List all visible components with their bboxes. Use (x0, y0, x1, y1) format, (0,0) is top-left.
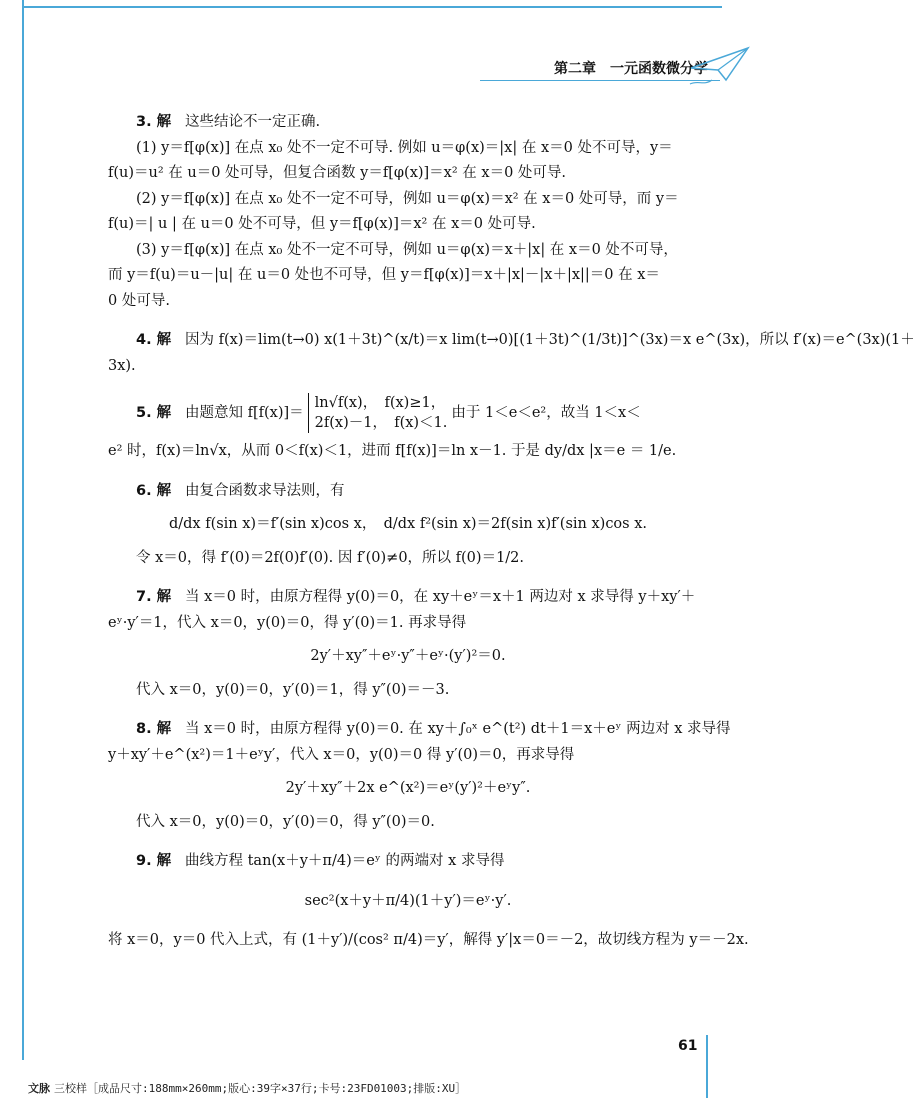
solution-3-line: 0 处可导. (108, 292, 170, 309)
solution-6-line (108, 479, 708, 505)
page-frame-right (706, 1035, 708, 1098)
header-underline (480, 80, 720, 81)
solution-8-line: y＋xy′＋e^(x²)＝1＋eʸy′，代入 x＝0，y(0)＝0 得 y′(0)＝0，再求导得 (108, 746, 575, 763)
solution-8-line (108, 717, 731, 743)
solution-5-line: e² 时，f(x)＝ln√x，从而 0＜f(x)＜1，进而 f[f(x)]＝ln x－1. 于是 dy/dx |x＝e ＝ 1/e. (108, 443, 677, 459)
solution-7-line: eʸ·y′＝1，代入 x＝0，y(0)＝0，得 y′(0)＝1. 再求导得 (108, 614, 467, 631)
solution-7-line (108, 585, 708, 611)
solution-5-pre: 由题意知 f[f(x)]＝ (184, 405, 304, 421)
solution-4-line (108, 328, 915, 354)
solution-5 (108, 393, 708, 465)
solution-3-intro: 这些结论不一定正确. (184, 114, 321, 130)
solution-9-heading: 9. 解 (136, 853, 172, 869)
chapter-header: 第二章 一元函数微分学 (554, 61, 708, 77)
solution-3-line: (3) y＝f[φ(x)] 在点 x₀ 处不一定不可导，例如 u＝φ(x)＝x＋|x| 在 x＝0 处不可导， (136, 241, 678, 258)
solution-4-heading: 4. 解 (136, 332, 172, 348)
solution-3-line: (1) y＝f[φ(x)] 在点 x₀ 处不一定不可导. 例如 u＝φ(x)＝|x| 在 x＝0 处不可导，y＝ (136, 139, 673, 156)
solution-5-line (108, 393, 708, 433)
footer-brand: 文脉 (28, 1082, 50, 1095)
solution-3-line: (2) y＝f[φ(x)] 在点 x₀ 处不一定不可导，例如 u＝φ(x)＝x² 在 x＝0 处可导，而 y＝ (136, 190, 679, 207)
solution-7 (108, 585, 708, 703)
piecewise-case-1: ln√f(x)， f(x)≥1， (314, 395, 446, 411)
solution-4-line: 3x). (108, 357, 136, 374)
solution-5-heading: 5. 解 (136, 405, 172, 421)
piecewise-case-2: 2f(x)－1， f(x)＜1. (314, 415, 448, 431)
paper-plane-icon (686, 40, 756, 90)
piecewise-brace (308, 393, 448, 433)
solution-8-heading: 8. 解 (136, 721, 172, 737)
solution-8-text: 当 x＝0 时，由原方程得 y(0)＝0. 在 xy＋∫₀ˣ e^(t²) dt＋1＝x＋eʸ 两边对 x 求导得 (184, 721, 731, 737)
solution-5-post: 由于 1＜e＜e²，故当 1＜x＜ (451, 405, 641, 421)
solution-9-line (108, 849, 708, 875)
display-equation: 2y′＋xy″＋eʸ·y″＋eʸ·(y′)²＝0. (310, 648, 506, 664)
solution-3-line: f(u)＝| u | 在 u＝0 处不可导，但 y＝f[φ(x)]＝x² 在 x＝0 处可导. (108, 216, 536, 232)
solution-3-intro-line (108, 110, 708, 136)
solution-9 (108, 849, 749, 954)
page-frame-left (22, 0, 24, 1060)
solution-3-heading: 3. 解 (136, 114, 172, 130)
solution-7-heading: 7. 解 (136, 589, 172, 605)
page-frame-top (22, 6, 722, 8)
solution-6-line: 令 x＝0，得 f′(0)＝2f(0)f′(0). 因 f′(0)≠0，所以 f(0)＝1/2. (136, 549, 525, 566)
display-equation: d/dx f(sin x)＝f′(sin x)cos x， d/dx f²(sin x)＝2f(sin x)f′(sin x)cos x. (168, 516, 648, 532)
print-footer (28, 1080, 466, 1096)
solution-3 (108, 110, 708, 314)
solution-7-text: 当 x＝0 时，由原方程得 y(0)＝0，在 xy＋eʸ＝x＋1 两边对 x 求导得 y＋xy′＋ (184, 589, 696, 605)
solution-6-intro: 由复合函数求导法则，有 (184, 482, 345, 499)
solution-8 (108, 717, 731, 835)
solution-6-heading: 6. 解 (136, 482, 172, 499)
solution-8-line: 代入 x＝0，y(0)＝0，y′(0)＝0，得 y″(0)＝0. (136, 813, 435, 830)
solution-3-line: 而 y＝f(u)＝u－|u| 在 u＝0 处也不可导，但 y＝f[φ(x)]＝x＋|x|－|x＋|x||＝0 在 x＝ (108, 267, 660, 283)
solution-7-line: 代入 x＝0，y(0)＝0，y′(0)＝1，得 y″(0)＝－3. (136, 681, 450, 698)
solution-4 (108, 328, 915, 379)
footer-info: 三校样［成品尺寸:188mm×260mm;版心:39字×37行;卡号:23FD01003;排版:XU］ (54, 1082, 467, 1095)
solution-4-text: 因为 f(x)＝lim(t→0) x(1＋3t)^(x/t)＝x lim(t→0)[(1＋3t)^(1/3t)]^(3x)＝x e^(3x)，所以 f′(x)＝e^(3x)(1＋ (184, 332, 915, 348)
solution-9-line: 将 x＝0，y＝0 代入上式，有 (1＋y′)/(cos² π/4)＝y′，解得 y′|x＝0＝－2，故切线方程为 y＝－2x. (108, 932, 749, 948)
display-equation: sec²(x＋y＋π/4)(1＋y′)＝eʸ·y′. (304, 892, 512, 909)
solution-content (108, 110, 915, 954)
solution-6 (108, 479, 708, 572)
display-equation: 2y′＋xy″＋2x e^(x²)＝eʸ(y′)²＋eʸy″. (285, 780, 531, 796)
solution-9-text: 曲线方程 tan(x＋y＋π/4)＝eʸ 的两端对 x 求导得 (184, 853, 505, 869)
solution-3-line: f(u)＝u² 在 u＝0 处可导，但复合函数 y＝f[φ(x)]＝x² 在 x＝0 处可导. (108, 165, 567, 181)
page-number: 61 (678, 1038, 698, 1054)
